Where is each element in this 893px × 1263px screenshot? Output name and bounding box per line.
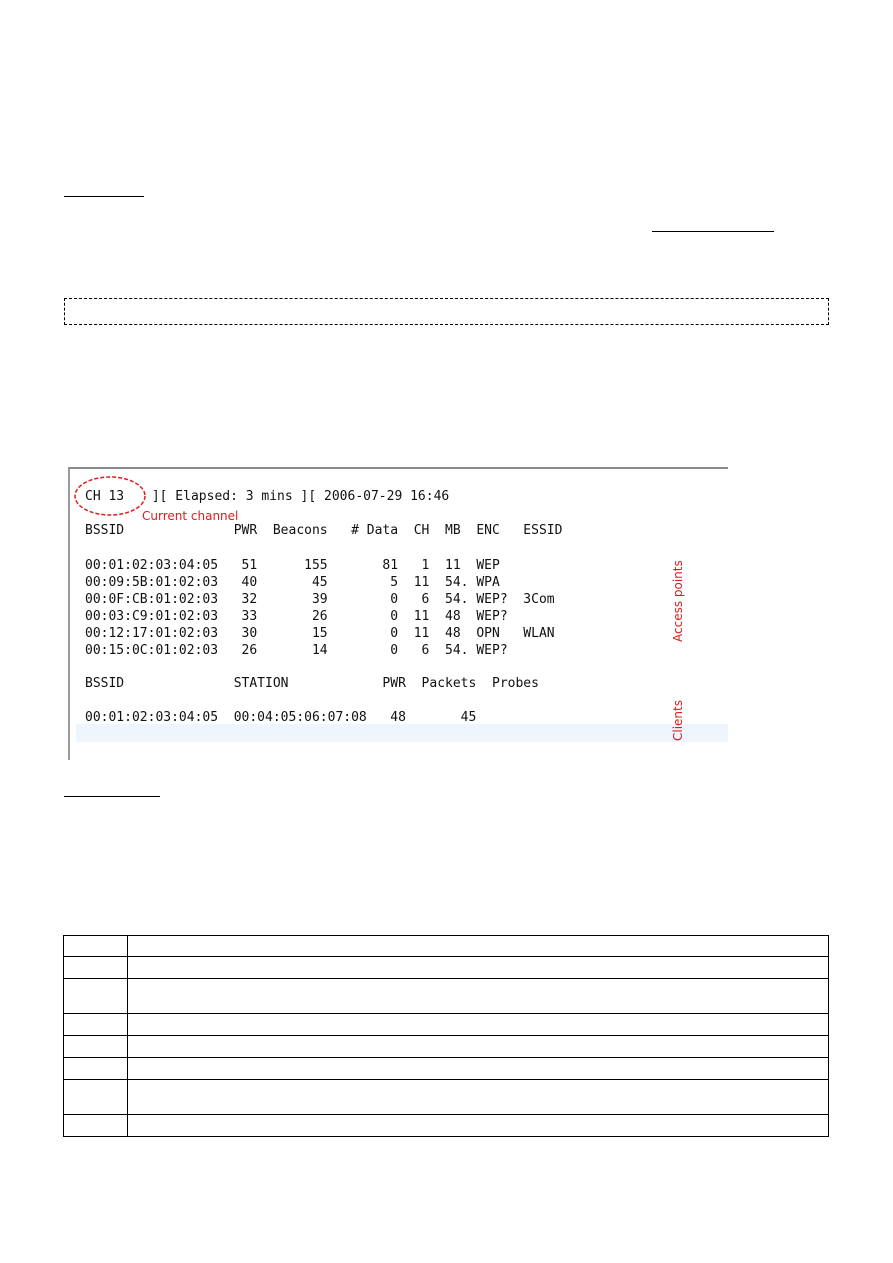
table-row: [64, 1014, 829, 1036]
table-cell: [64, 1014, 128, 1036]
clients-annotation: Clients: [671, 700, 685, 741]
channel-label: CH 13: [85, 489, 125, 504]
table-row: [64, 1080, 829, 1115]
airodump-screenshot: [68, 467, 728, 760]
ap-row: 00:03:C9:01:02:03 33 26 0 11 48 WEP?: [85, 609, 508, 624]
highlighted-row: [76, 724, 728, 742]
table-cell: [128, 1115, 829, 1137]
ap-row: 00:15:0C:01:02:03 26 14 0 6 54. WEP?: [85, 643, 508, 658]
table-cell: [64, 979, 128, 1014]
elapsed-header: ][ Elapsed: 3 mins ][ 2006-07-29 16:46: [144, 489, 450, 504]
table-cell: [64, 1036, 128, 1058]
table-cell: [128, 1014, 829, 1036]
link-underline[interactable]: [652, 231, 774, 232]
table-row: [64, 1058, 829, 1080]
table-cell: [128, 979, 829, 1014]
table-row: [64, 957, 829, 979]
table-cell: [64, 936, 128, 957]
table-cell: [128, 957, 829, 979]
heading-underline: [64, 796, 160, 797]
ap-row: 00:0F:CB:01:02:03 32 39 0 6 54. WEP? 3Com: [85, 592, 555, 607]
access-points-annotation: Access points: [671, 560, 685, 642]
table-cell: [128, 936, 829, 957]
table-row: [64, 1115, 829, 1137]
table-cell: [64, 957, 128, 979]
current-channel-annotation: Current channel: [142, 509, 239, 523]
client-column-header: BSSID STATION PWR Packets Probes: [85, 676, 539, 691]
parameter-table: [63, 935, 829, 1137]
table-cell: [64, 1080, 128, 1115]
table-cell: [64, 1115, 128, 1137]
table-cell: [128, 1080, 829, 1115]
ap-row: 00:01:02:03:04:05 51 155 81 1 11 WEP: [85, 558, 500, 573]
table-cell: [128, 1058, 829, 1080]
table-row: [64, 936, 829, 957]
command-box: [64, 298, 829, 325]
table-row: [64, 979, 829, 1014]
table-row: [64, 1036, 829, 1058]
ap-column-header: BSSID PWR Beacons # Data CH MB ENC ESSID: [85, 523, 563, 538]
table-cell: [128, 1036, 829, 1058]
ap-row: 00:12:17:01:02:03 30 15 0 11 48 OPN WLAN: [85, 626, 555, 641]
ap-row: 00:09:5B:01:02:03 40 45 5 11 54. WPA: [85, 575, 500, 590]
heading-underline: [64, 196, 144, 197]
client-row: 00:01:02:03:04:05 00:04:05:06:07:08 48 45: [85, 710, 477, 725]
table-cell: [64, 1058, 128, 1080]
